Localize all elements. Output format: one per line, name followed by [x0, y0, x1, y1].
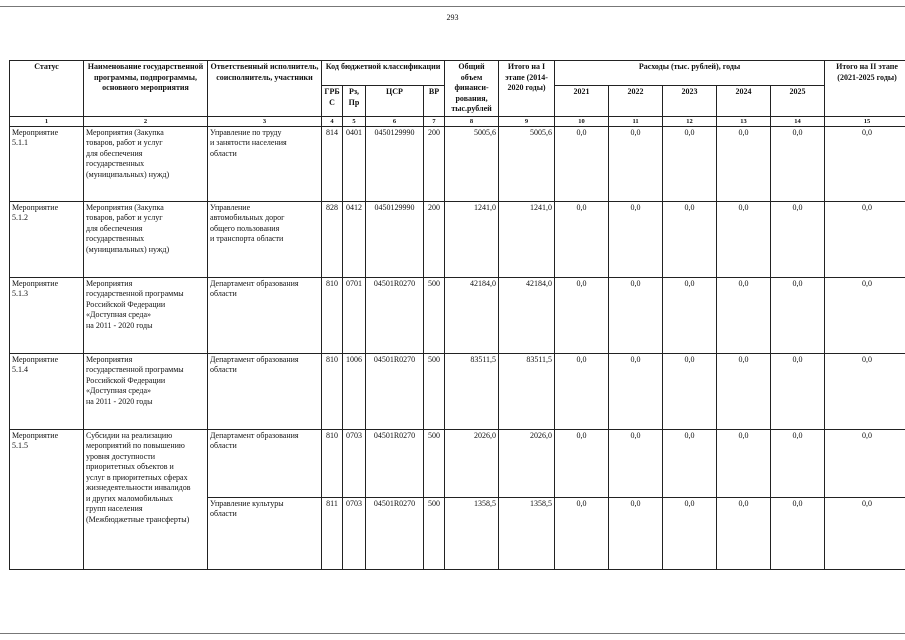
row-y2022: 0,0 [609, 201, 663, 277]
row-rzpr: 0703 [343, 429, 366, 497]
row-y2025: 0,0 [771, 201, 825, 277]
row-y2024: 0,0 [717, 497, 771, 569]
row-y2025: 0,0 [771, 497, 825, 569]
header-year: 2022 [609, 86, 663, 117]
row-status: Мероприятие 5.1.4 [10, 353, 84, 429]
row-y2022: 0,0 [609, 277, 663, 353]
column-number: 11 [609, 116, 663, 126]
column-number: 1 [10, 116, 84, 126]
row-executor: Департамент образования области [208, 353, 322, 429]
row-stage1: 1358,5 [499, 497, 555, 569]
row-stage1: 5005,6 [499, 126, 555, 201]
row-total: 1358,5 [445, 497, 499, 569]
column-number: 2 [84, 116, 208, 126]
row-total: 1241,0 [445, 201, 499, 277]
header-row-1 [10, 61, 905, 86]
row-grbs: 828 [322, 201, 343, 277]
column-number-row [10, 116, 905, 126]
column-number: 3 [208, 116, 322, 126]
row-total: 5005,6 [445, 126, 499, 201]
header-year: 2023 [663, 86, 717, 117]
column-number: 7 [424, 116, 445, 126]
row-status: Мероприятие 5.1.1 [10, 126, 84, 201]
header-expenses: Расходы (тыс. рублей), годы [555, 61, 825, 86]
row-y2021: 0,0 [555, 126, 609, 201]
row-name: Мероприятия государственной программы Российской Федерации «Доступная среда» на 2011 - 2020 годы [84, 353, 208, 429]
header-name: Наименование государственной программы, подпрограммы, основного мероприятия [84, 61, 208, 117]
row-csr: 0450129990 [366, 201, 424, 277]
row-y2021: 0,0 [555, 497, 609, 569]
header-year: 2025 [771, 86, 825, 117]
row-y2021: 0,0 [555, 429, 609, 497]
row-csr: 04501R0270 [366, 277, 424, 353]
row-y2023: 0,0 [663, 126, 717, 201]
column-number: 15 [825, 116, 905, 126]
row-status: Мероприятие 5.1.3 [10, 277, 84, 353]
row-y2025: 0,0 [771, 277, 825, 353]
row-y2025: 0,0 [771, 429, 825, 497]
page-edge-line [0, 633, 905, 634]
row-csr: 04501R0270 [366, 429, 424, 497]
header-year: 2021 [555, 86, 609, 117]
row-grbs: 810 [322, 429, 343, 497]
row-y2023: 0,0 [663, 201, 717, 277]
column-number: 6 [366, 116, 424, 126]
row-stage1: 42184,0 [499, 277, 555, 353]
row-rzpr: 0703 [343, 497, 366, 569]
row-stage2: 0,0 [825, 429, 905, 497]
row-y2023: 0,0 [663, 277, 717, 353]
row-rzpr: 1006 [343, 353, 366, 429]
header-status: Статус [10, 61, 84, 117]
row-y2023: 0,0 [663, 429, 717, 497]
table-row [10, 126, 905, 201]
row-stage1: 83511,5 [499, 353, 555, 429]
row-executor: Департамент образования области [208, 277, 322, 353]
row-vr: 500 [424, 353, 445, 429]
row-executor: Управление культуры области [208, 497, 322, 569]
row-y2022: 0,0 [609, 126, 663, 201]
row-total: 83511,5 [445, 353, 499, 429]
row-name: Мероприятия (Закупка товаров, работ и услуг для обеспечения государственных (муниципальных) нужд) [84, 201, 208, 277]
header-year: 2024 [717, 86, 771, 117]
row-y2024: 0,0 [717, 429, 771, 497]
row-y2023: 0,0 [663, 497, 717, 569]
row-total: 42184,0 [445, 277, 499, 353]
column-number: 9 [499, 116, 555, 126]
row-vr: 500 [424, 277, 445, 353]
row-y2024: 0,0 [717, 277, 771, 353]
row-grbs: 814 [322, 126, 343, 201]
row-y2024: 0,0 [717, 126, 771, 201]
column-number: 8 [445, 116, 499, 126]
header-budget-code: Код бюджетной классификации [322, 61, 445, 86]
row-grbs: 811 [322, 497, 343, 569]
row-rzpr: 0701 [343, 277, 366, 353]
header-total: Общий объем финанси-рования, тыс.рублей [445, 61, 499, 117]
row-executor: Департамент образования области [208, 429, 322, 497]
row-y2025: 0,0 [771, 126, 825, 201]
column-number: 12 [663, 116, 717, 126]
row-y2023: 0,0 [663, 353, 717, 429]
row-csr: 04501R0270 [366, 497, 424, 569]
table-row [10, 429, 905, 497]
row-csr: 04501R0270 [366, 353, 424, 429]
row-y2022: 0,0 [609, 353, 663, 429]
column-number: 13 [717, 116, 771, 126]
page-number: 293 [446, 13, 459, 22]
row-y2022: 0,0 [609, 429, 663, 497]
table-row [10, 277, 905, 353]
row-y2024: 0,0 [717, 353, 771, 429]
row-stage2: 0,0 [825, 277, 905, 353]
row-grbs: 810 [322, 353, 343, 429]
header-stage2: Итого на II этапе (2021-2025 годы) [825, 61, 905, 117]
row-csr: 0450129990 [366, 126, 424, 201]
row-stage2: 0,0 [825, 126, 905, 201]
header-stage1: Итого на I этапе (2014-2020 годы) [499, 61, 555, 117]
row-y2021: 0,0 [555, 353, 609, 429]
row-y2025: 0,0 [771, 353, 825, 429]
column-number: 14 [771, 116, 825, 126]
row-rzpr: 0412 [343, 201, 366, 277]
row-name: Мероприятия государственной программы Российской Федерации «Доступная среда» на 2011 - 2020 годы [84, 277, 208, 353]
row-vr: 500 [424, 497, 445, 569]
page-edge-line [0, 6, 905, 7]
row-y2024: 0,0 [717, 201, 771, 277]
row-status: Мероприятие 5.1.5 [10, 429, 84, 569]
header-csr: ЦСР [366, 86, 424, 117]
row-rzpr: 0401 [343, 126, 366, 201]
row-total: 2026,0 [445, 429, 499, 497]
row-executor: Управление автомобильных дорог общего пользования и транспорта области [208, 201, 322, 277]
row-stage1: 2026,0 [499, 429, 555, 497]
row-stage2: 0,0 [825, 497, 905, 569]
row-stage2: 0,0 [825, 201, 905, 277]
header-rzpr: Рз, Пр [343, 86, 366, 117]
table-row [10, 201, 905, 277]
row-vr: 500 [424, 429, 445, 497]
row-name: Субсидии на реализацию мероприятий по повышению уровня доступности приоритетных объектов и услуг в приоритетных сферах жизнедеятельности инвалидов и других маломобильных групп населения (Межбюджетные трансферты) [84, 429, 208, 569]
column-number: 10 [555, 116, 609, 126]
budget-table [9, 60, 905, 570]
column-number: 5 [343, 116, 366, 126]
row-vr: 200 [424, 126, 445, 201]
row-stage1: 1241,0 [499, 201, 555, 277]
row-y2021: 0,0 [555, 201, 609, 277]
row-vr: 200 [424, 201, 445, 277]
row-grbs: 810 [322, 277, 343, 353]
row-name: Мероприятия (Закупка товаров, работ и услуг для обеспечения государственных (муниципальных) нужд) [84, 126, 208, 201]
header-executor: Ответственный исполнитель, соисполнитель, участники [208, 61, 322, 117]
column-number: 4 [322, 116, 343, 126]
header-vr: ВР [424, 86, 445, 117]
row-executor: Управление по труду и занятости населения области [208, 126, 322, 201]
row-y2021: 0,0 [555, 277, 609, 353]
row-status: Мероприятие 5.1.2 [10, 201, 84, 277]
row-stage2: 0,0 [825, 353, 905, 429]
table-row [10, 353, 905, 429]
header-grbs: ГРБ С [322, 86, 343, 117]
row-y2022: 0,0 [609, 497, 663, 569]
